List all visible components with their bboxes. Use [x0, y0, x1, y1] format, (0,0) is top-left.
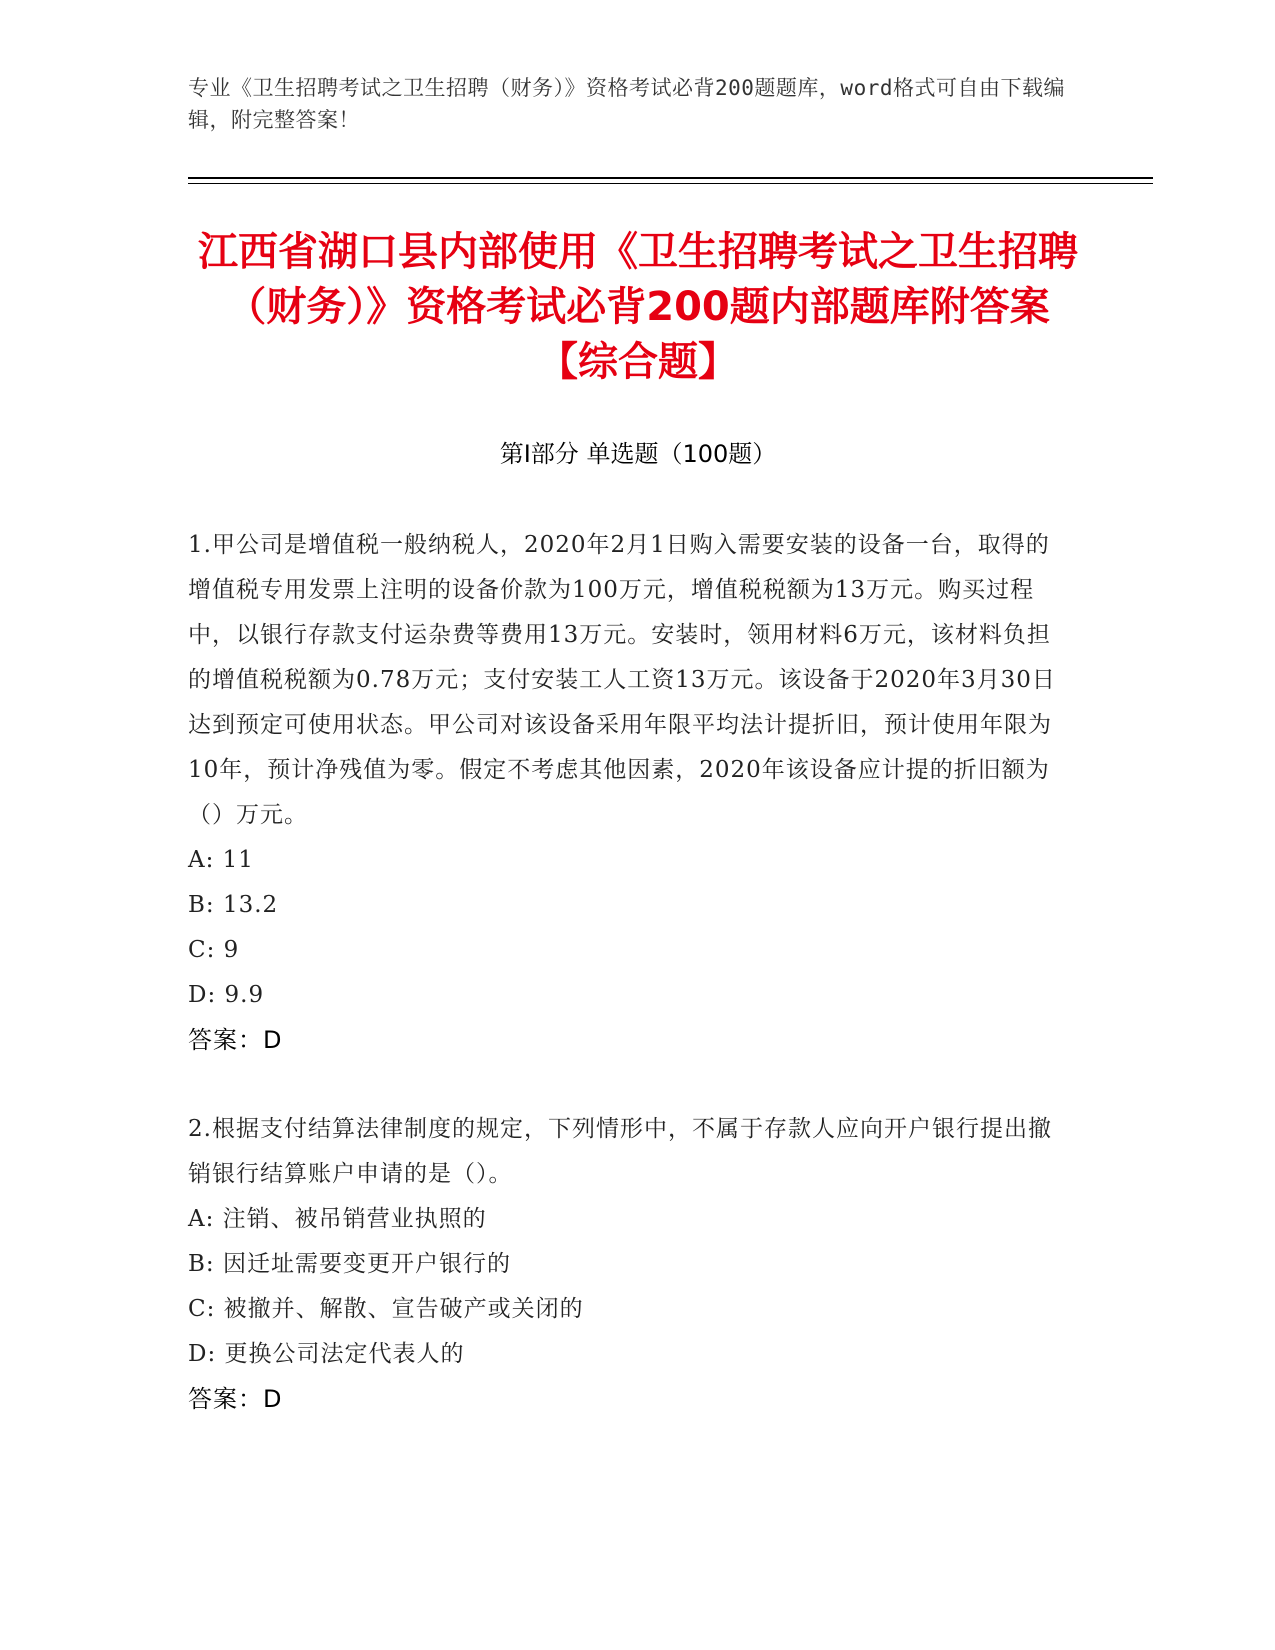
option-d: D: 9.9: [188, 982, 265, 1008]
option-b: B: 13.2: [188, 892, 279, 918]
header-divider-thin: [188, 183, 1153, 184]
question-spacer: [188, 1063, 1068, 1107]
document-title: 江西省湖口县内部使用《卫生招聘考试之卫生招聘（财务）》资格考试必背200题内部题库附答案【综合题】: [198, 229, 1078, 385]
option-c: C: 被撤并、解散、宣告破产或关闭的: [188, 1296, 584, 1322]
option-a: A: 注销、被吊销营业执照的: [188, 1206, 487, 1232]
section-heading: 第I部分 单选题（100题）: [499, 440, 777, 468]
question-list: [188, 523, 1068, 1422]
option-c: C: 9: [188, 937, 240, 963]
header-note: 专业《卫生招聘考试之卫生招聘（财务）》资格考试必背200题题库，word格式可自由下载编辑，附完整答案！: [188, 76, 1065, 132]
option-b: B: 因迁址需要变更开户银行的: [188, 1251, 511, 1277]
header-divider-thick: [188, 177, 1153, 179]
question-stem: 1.甲公司是增值税一般纳税人，2020年2月1日购入需要安装的设备一台，取得的增值税专用发票上注明的设备价款为100万元，增值税税额为13万元。购买过程中，以银行存款支付运杂费等费用13万元。安装时，领用材料6万元，该材料负担的增值税税额为0.78万元；支付安装工人工资13万元。该设备于2020年3月30日达到预定可使用状态。甲公司对该设备采用年限平均法计提折旧，预计使用年限为10年，预计净残值为零。假定不考虑其他因素，2020年该设备应计提的折旧额为（）万元。: [188, 532, 1056, 828]
answer-label: 答案：D: [188, 1026, 283, 1054]
question-item: [188, 1107, 1068, 1422]
option-d: D: 更换公司法定代表人的: [188, 1341, 465, 1367]
question-stem: 2.根据支付结算法律制度的规定，下列情形中，不属于存款人应向开户银行提出撤销银行结算账户申请的是（）。: [188, 1116, 1052, 1187]
answer-label: 答案：D: [188, 1385, 283, 1413]
option-a: A: 11: [188, 847, 254, 873]
question-item: [188, 523, 1068, 1063]
